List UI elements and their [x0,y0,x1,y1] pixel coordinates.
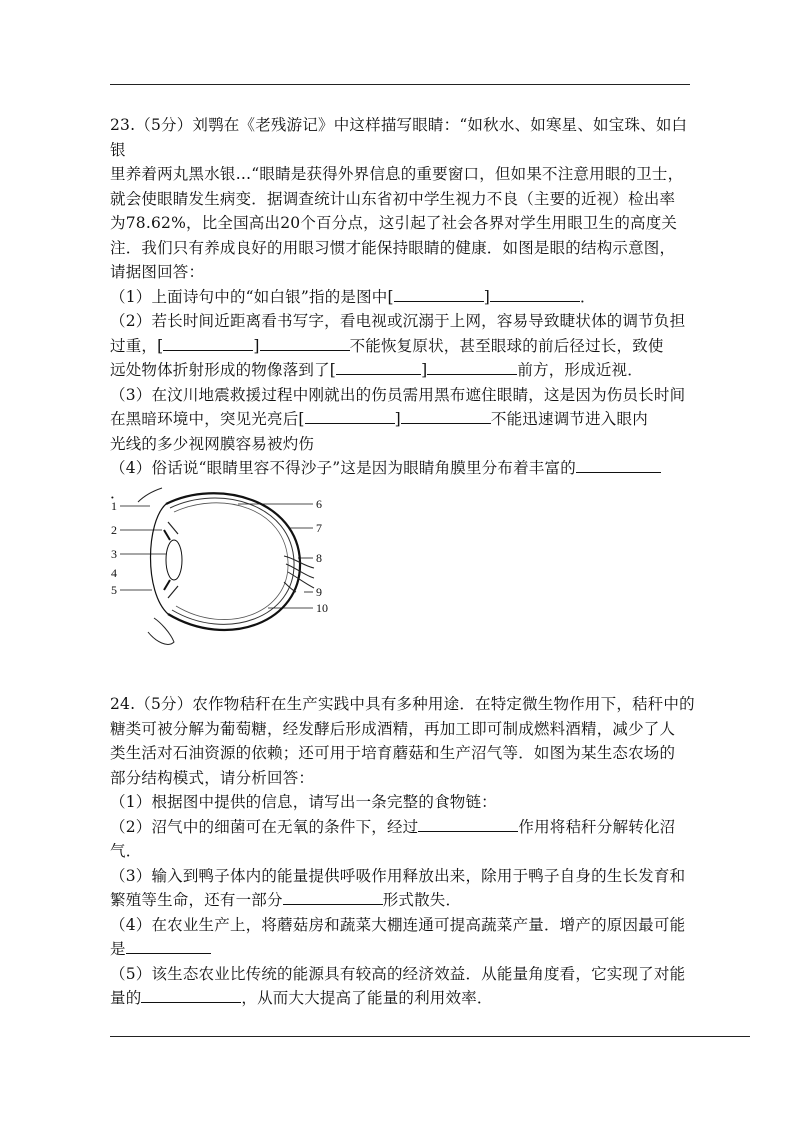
q24-sub2-text: 作用将秸秆分解转化沼 [518,817,676,836]
q23-sub1 [110,285,700,310]
diagram-label-6: 6 [316,497,322,511]
q24-sub4-line1: （4）在农业生产上，将蘑菇房和蔬菜大棚连通可提高蔬菜产量．增产的原因最可能 [110,915,686,934]
q24-sub3-text: 形式散失． [382,891,462,909]
question-24 [110,692,700,1011]
eyelid-lower [148,618,174,644]
q23-intro-line: 23.（5分）刘鹗在《老残游记》中这样描写眼睛：“如秋水、如寒星、如宝珠、如白银 [110,116,688,159]
q23-sub3-line3: 光线的多少视网膜容易被灼伤 [110,434,315,453]
top-rule [110,84,690,85]
q24-sub5-line2 [110,986,700,1011]
q23-sub2-text: 前方，形成近视． [517,361,643,379]
q23-sub2-line3 [110,358,700,383]
answer-blank[interactable] [305,408,395,425]
punct: ． [580,287,596,306]
q24-sub2-text: （2）沼气中的细菌可在无氧的条件下，经过 [110,817,419,836]
q24-sub3-line1: （3）输入到鸭子体内的能量提供呼吸作用释放出来，除用于鸭子自身的生长发育和 [110,866,686,885]
iris-top [164,530,170,540]
q24-sub4-line2 [110,937,700,962]
q23-sub3-line2 [110,407,700,432]
answer-blank[interactable] [394,285,484,302]
bracket-close: ] [253,336,260,355]
diagram-label-4: 4 [111,566,117,580]
sclera [166,493,300,630]
eyelid-upper [138,488,162,502]
q23-sub2-text: 过重，[ [110,336,164,355]
q24-sub2-line2: 气． [110,842,142,860]
diagram-label-9: 9 [316,585,322,599]
q24-intro-line: 24.（5分）农作物秸秆在生产实践中具有多种用途．在特定微生物作用下，秸秆中的 [110,695,695,713]
answer-blank[interactable] [427,359,517,376]
answer-blank[interactable] [126,938,211,955]
q23-intro-line: 注．我们只有养成良好的用眼习惯才能保持眼睛的健康．如图是眼的结构示意图， [110,238,676,257]
q24-sub3-line2 [110,888,700,913]
q24-sub4-text: 是 [110,940,126,958]
q23-sub3-text: 不能迅速调节进入眼内 [490,410,648,428]
bracket-close: ] [483,287,491,306]
diagram-label-7: 7 [316,521,322,535]
q23-sub2-text: 远处物体折射形成的物像落到了[ [110,361,337,379]
ciliary-body [168,522,178,598]
q24-intro-line: 类生活对石油资源的依赖；还可用于培育蘑菇和生产沼气等．如图为某生态农场的 [110,744,676,762]
bracket-close: ] [394,410,401,428]
q24-sub2 [110,815,700,840]
q23-sub2-line1: （2）若长时间近距离看书写字，看电视或沉溺于上网，容易导致睫状体的调节负担 [110,312,686,330]
q23-sub3-text: 在黑暗环境中，突见光亮后[ [110,410,305,428]
eye-structure-diagram [108,482,338,662]
retina [174,503,288,620]
bottom-rule [110,1036,750,1037]
q23-sub4 [110,456,700,481]
diagram-label-10: 10 [316,601,328,615]
answer-blank[interactable] [418,815,518,832]
answer-blank[interactable] [576,457,661,474]
answer-blank[interactable] [163,334,253,351]
eye-diagram-svg [108,482,338,662]
q24-sub5-line1: （5）该生态农业比传统的能源具有较高的经济效益．从能量角度看，它实现了对能 [110,964,686,983]
q23-intro-line: 里养着两丸黑水银…“眼睛是获得外界信息的重要窗口，但如果不注意用眼的卫士， [110,165,684,183]
q24-intro-line: 糖类可被分解为葡萄糖，经发酵后形成酒精，再加工即可制成燃料酒精，减少了人 [110,719,676,738]
q24-intro-line: 部分结构模式，请分析回答： [110,768,315,787]
diagram-label-1: 1 [111,499,117,513]
answer-blank[interactable] [260,334,350,351]
q23-sub2-line2 [110,334,700,359]
q24-sub1: （1）根据图中提供的信息，请写出一条完整的食物链： [110,793,497,811]
answer-blank[interactable] [141,987,241,1004]
q23-sub2-text: 不能恢复原状，甚至眼球的前后径过长，致使 [349,336,664,355]
diagram-label-3: 3 [111,547,117,561]
q23-intro-line: 就会使眼睛发生病变．据调查统计山东省初中学生视力不良（主要的近视）检出率 [110,189,676,208]
q23-sub4-end: ． [110,483,126,502]
q23-sub4-text: （4）俗话说“眼睛里容不得沙子”这是因为眼睛角膜里分布着丰富的 [110,459,576,477]
cornea [151,504,169,614]
bracket-close: ] [421,361,428,379]
diagram-label-2: 2 [111,523,117,537]
iris-bottom [164,580,170,590]
diagram-label-8: 8 [316,551,322,565]
q23-intro-line: 为78.62%，比全国高出20个百分点，这引起了社会各界对学生用眼卫生的高度关 [110,214,678,232]
blood-vessel [284,582,296,592]
q23-sub3-line1: （3）在汶川地震救援过程中刚就出的伤员需用黑布遮住眼睛，这是因为伤员长时间 [110,385,686,404]
answer-blank[interactable] [283,889,383,906]
lens [166,540,182,580]
question-23 [110,113,700,505]
q24-sub5-text: 量的 [110,989,142,1007]
diagram-label-5: 5 [111,583,117,597]
q23-sub1-text: （1）上面诗句中的“如白银”指的是图中[ [110,287,394,306]
q24-sub3-text: 繁殖等生命，还有一部分 [110,891,283,909]
answer-blank[interactable] [336,359,421,376]
choroid [170,498,294,624]
q24-sub5-text: ，从而大大提高了能量的利用效率． [241,989,493,1007]
answer-blank[interactable] [401,408,491,425]
q23-intro-line: 请据图回答： [110,263,205,281]
answer-blank[interactable] [490,285,580,302]
